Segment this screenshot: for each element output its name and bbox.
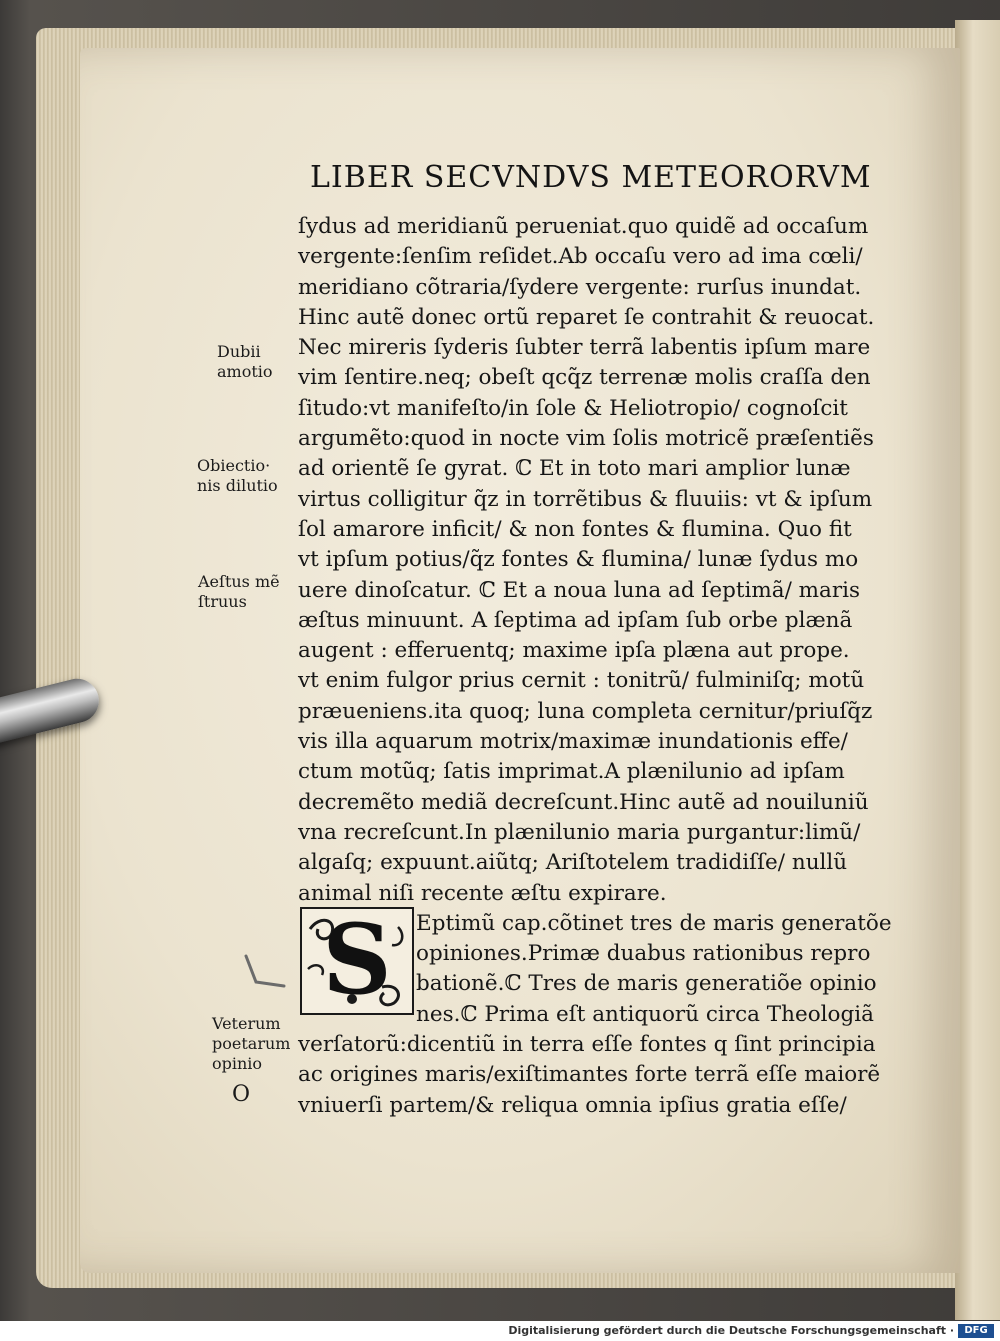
drop-cap-ornament (302, 909, 412, 1013)
margin-note-line: Dubii (217, 342, 261, 361)
margin-note-line: Obiectio· (197, 456, 271, 475)
digitization-footer (0, 1321, 1000, 1341)
text-line: vt ipſum potius/q̃z fontes & flumina/ lunæ ſydus mo (298, 547, 859, 573)
margin-note (198, 572, 280, 612)
text-line: ad orientẽ ſe gyrat. ℂ Et in toto mari amplior lunæ (298, 456, 851, 482)
text-line: animal niſi recente æſtu expirare. (298, 880, 667, 906)
drop-cap-letter: S (322, 909, 392, 1013)
running-header: LIBER SECVNDVS METEORORVM (310, 160, 872, 195)
margin-note (212, 1014, 290, 1074)
text-line: uere dinoſcatur. ℂ Et a noua luna ad ſeptimã/ maris (298, 577, 861, 603)
margin-note-line: poetarum (212, 1034, 291, 1053)
signature-mark: O (232, 1082, 251, 1107)
text-line: virtus colligitur q̃z in torrẽtibus & fluuiis: vt & ipſum (298, 486, 873, 512)
text-line: æſtus minuunt. A ſeptima ad ipſam ſub orbe plænã (298, 607, 853, 633)
margin-note-line: ſtruus (198, 592, 247, 611)
chapter-text-line: bationẽ.ℂ Tres de maris generatiõe opinio (416, 971, 877, 997)
ornamental-drop-cap (300, 907, 414, 1015)
margin-note (217, 342, 273, 382)
text-line: vergente:ſenſim reſidet.Ab occaſu vero ad ima cœli/ (298, 244, 863, 270)
dfg-logo: DFG (958, 1324, 994, 1338)
text-line: ctum motũq; ſatis imprimat.A plænilunio ad ipſam (298, 759, 845, 785)
text-line: meridiano cõtraria/ſydere vergente: rurſus inundat. (298, 274, 862, 300)
text-line: præueniens.ita quoq; luna completa cernitur/priuſq̃z (298, 698, 873, 724)
text-line: argumẽto:quod in nocte vim ſolis motricẽ præſentiẽs (298, 426, 874, 452)
text-line: ſitudo:vt manifeſto/in ſole & Heliotropio/ cognoſcit (298, 395, 848, 421)
text-line: vna recreſcunt.In plænilunio maria purgantur:limũ/ (298, 819, 861, 845)
text-line: ſol amarore inficit/ & non fontes & flumina. Quo fit (298, 516, 852, 542)
margin-note-line: opinio (212, 1054, 263, 1073)
chapter-text-line: opiniones.Primæ duabus rationibus repro (416, 941, 871, 967)
chapter-text-line: vniuerſi partem/& reliqua omnia ipſius gratia eſſe/ (298, 1092, 847, 1118)
margin-note-line: amotio (217, 362, 273, 381)
text-line: vt enim fulgor prius cernit : tonitrũ/ fulminiſq; motũ (298, 668, 865, 694)
text-line: augent : efferuentq; maxime ipſa plæna aut prope. (298, 638, 850, 664)
text-line: algaſq; expuunt.aiũtq; Ariſtotelem tradidiſſe/ nullũ (298, 850, 848, 876)
text-line: vis illa aquarum motrix/maximæ inundationis effe/ (298, 729, 848, 755)
pencil-mark (240, 950, 290, 990)
chapter-text-line: verſatorũ:dicentiũ in terra eſſe fontes q ſint principia (298, 1032, 876, 1058)
text-line: ſydus ad meridianũ perueniat.quo quidẽ ad occaſum (298, 214, 869, 239)
facing-page-edge (955, 20, 1000, 1320)
text-line: decremẽto mediã decreſcunt.Hinc autẽ ad nouiluniũ (298, 789, 869, 815)
text-line: vim ſentire.neq; obeſt qcq̃z terrenæ molis craſſa den (298, 365, 871, 391)
margin-note-line: Veterum (212, 1014, 281, 1033)
text-line: Nec mireris ſyderis ſubter terrã labentis ipſum mare (298, 335, 871, 361)
chapter-text-line: ac origines maris/exiſtimantes forte terrã eſſe maiorẽ (298, 1062, 881, 1088)
margin-note-line: Aeſtus mẽ (198, 572, 280, 591)
footer-credit: Digitalisierung gefördert durch die Deutsche Forschungsgemeinschaft · (508, 1324, 954, 1337)
margin-note-line: nis dilutio (197, 476, 278, 495)
chapter-text-line: nes.ℂ Prima eſt antiquorũ circa Theologiã (416, 1001, 874, 1027)
chapter-text-line: Eptimũ cap.cõtinet tres de maris generatõe (416, 910, 892, 936)
text-line: Hinc autẽ donec ortũ reparet ſe contrahit & reuocat. (298, 304, 875, 330)
margin-note (197, 456, 278, 496)
